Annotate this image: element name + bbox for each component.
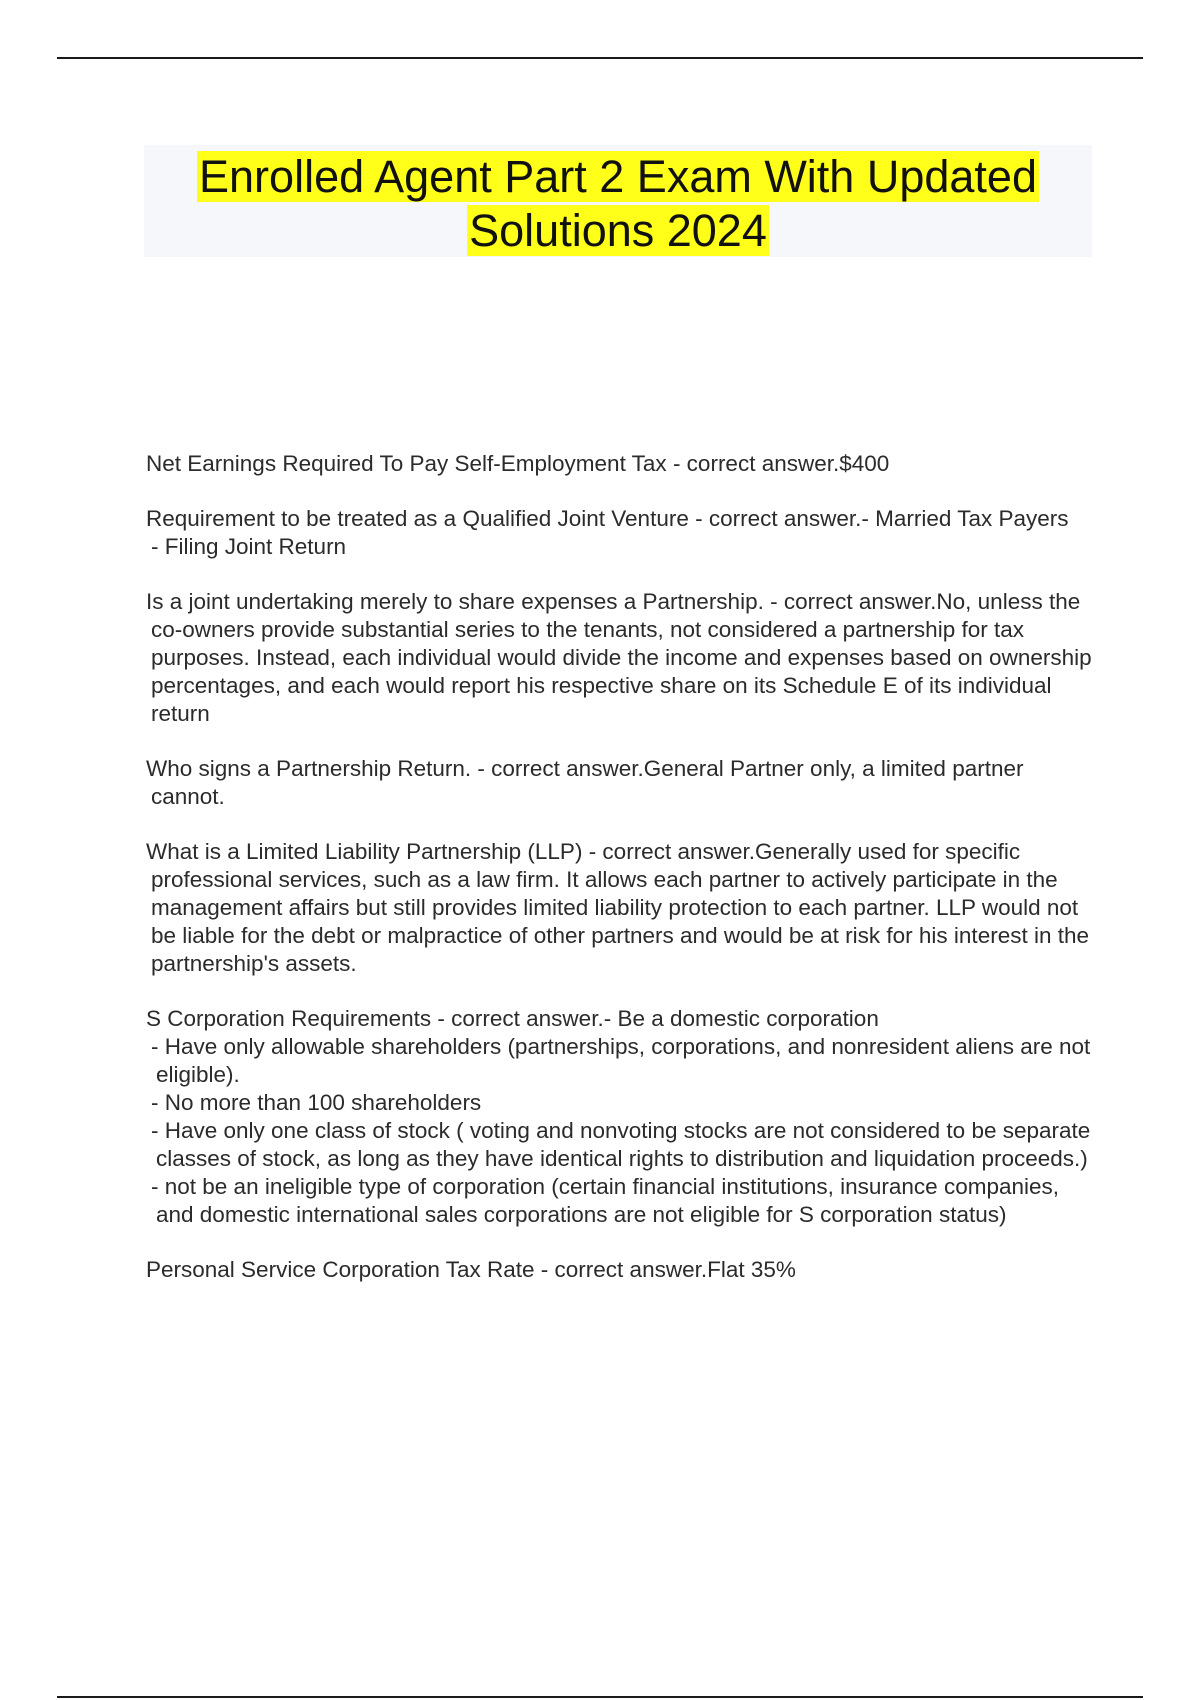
qa-list (146, 450, 1096, 1311)
bottom-rule (57, 1696, 1143, 1698)
answer-bullet: - not be an ineligible type of corporation (certain financial institutions, insurance companies, and domestic international sales corporations are not eligible for S corporation status) (151, 1174, 1060, 1227)
qa-item (146, 1005, 1096, 1229)
qa-item (146, 588, 1096, 728)
qa-item (146, 838, 1096, 978)
answer-separator: - correct answer. (666, 451, 840, 476)
answer-text: Flat 35% (707, 1257, 796, 1282)
answer-text: - Married Tax Payers (861, 506, 1069, 531)
title-band (144, 145, 1092, 257)
answer-separator: - correct answer. (534, 1257, 708, 1282)
question-text: What is a Limited Liability Partnership (LLP) (146, 839, 583, 864)
qa-item (146, 450, 1096, 478)
title-line-1: Enrolled Agent Part 2 Exam With Updated (199, 151, 1037, 202)
question-text: Who signs a Partnership Return. (146, 756, 472, 781)
question-text: Personal Service Corporation Tax Rate (146, 1257, 535, 1282)
answer-separator: - correct answer. (763, 589, 937, 614)
answer-text: No, unless the co-owners provide substantial series to the tenants, not considered a partnership for tax purposes. Instead, each individual would divide the income and expenses based on ownership percentages, and each would report his respective share on its Schedule E of its individual return (151, 589, 1092, 726)
answer-bullet: - Have only one class of stock ( voting and nonvoting stocks are not considered to be separate classes of stock, as long as they have identical rights to distribution and liquidation proceeds.) (151, 1118, 1091, 1171)
answer-text: General Partner only, a limited partner cannot. (151, 756, 1024, 809)
question-text: S Corporation Requirements (146, 1006, 432, 1031)
answer-text: Generally used for specific professional services, such as a law firm. It allows each partner to actively participate in the management affairs but still provides limited liability protection to each partner. LLP would not be liable for the debt or malpractice of other partners and would be at risk for his interest in the partnership's assets. (151, 839, 1090, 976)
page-title (144, 145, 1092, 258)
qa-item (146, 505, 1096, 561)
qa-item (146, 755, 1096, 811)
top-rule (57, 57, 1143, 59)
answer-separator: - correct answer. (431, 1006, 604, 1031)
answer-text: $400 (839, 451, 890, 476)
answer-text: - Be a domestic corporation (603, 1006, 879, 1031)
question-text: Is a joint undertaking merely to share expenses a Partnership. (146, 589, 764, 614)
answer-separator: - correct answer. (471, 756, 644, 781)
question-text: Net Earnings Required To Pay Self-Employment Tax (146, 451, 667, 476)
qa-item (146, 1256, 1096, 1284)
question-text: Requirement to be treated as a Qualified Joint Venture (146, 506, 689, 531)
answer-bullet: - Filing Joint Return (151, 534, 347, 559)
answer-bullet: - No more than 100 shareholders (151, 1090, 482, 1115)
answer-separator: - correct answer. (688, 506, 862, 531)
answer-separator: - correct answer. (582, 839, 755, 864)
answer-bullet: - Have only allowable shareholders (partnerships, corporations, and nonresident aliens are not eligible). (151, 1034, 1091, 1087)
title-line-2: Solutions 2024 (469, 205, 767, 256)
